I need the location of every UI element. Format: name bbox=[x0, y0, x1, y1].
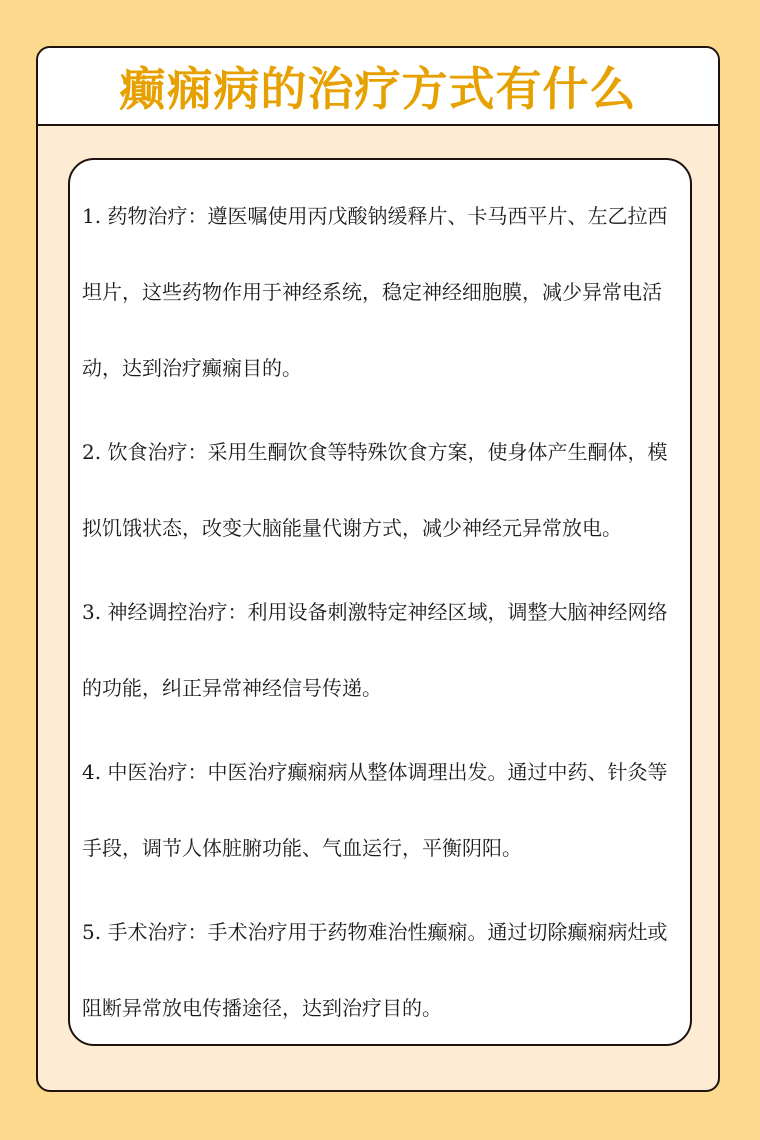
title-banner bbox=[38, 48, 718, 126]
item-number: 2. bbox=[82, 440, 102, 464]
content-panel bbox=[68, 158, 692, 1046]
list-item-surgery bbox=[82, 894, 676, 1046]
list-item-medication bbox=[82, 178, 676, 406]
item-number: 3. bbox=[82, 600, 102, 624]
list-item-neuromodulation bbox=[82, 574, 676, 726]
page-title: 癫痫病的治疗方式有什么 bbox=[119, 62, 637, 116]
item-text: 中医治疗：中医治疗癫痫病从整体调理出发。通过中药、针灸等手段，调节人体脏腑功能、气血运行，平衡阴阳。 bbox=[82, 760, 668, 860]
item-number: 1. bbox=[82, 204, 102, 228]
item-text: 药物治疗：遵医嘱使用丙戊酸钠缓释片、卡马西平片、左乙拉西坦片，这些药物作用于神经系统，稳定神经细胞膜，减少异常电活动，达到治疗癫痫目的。 bbox=[82, 204, 668, 380]
list-item-tcm bbox=[82, 734, 676, 886]
list-item-diet bbox=[82, 414, 676, 566]
item-text: 手术治疗：手术治疗用于药物难治性癫痫。通过切除癫痫病灶或阻断异常放电传播途径，达到治疗目的。 bbox=[82, 920, 668, 1020]
item-number: 4. bbox=[82, 760, 102, 784]
item-text: 饮食治疗：采用生酮饮食等特殊饮食方案，使身体产生酮体，模拟饥饿状态，改变大脑能量代谢方式，减少神经元异常放电。 bbox=[82, 440, 668, 540]
item-number: 5. bbox=[82, 920, 102, 944]
item-text: 神经调控治疗：利用设备刺激特定神经区域，调整大脑神经网络的功能，纠正异常神经信号传递。 bbox=[82, 600, 668, 700]
article-card bbox=[36, 46, 720, 1092]
